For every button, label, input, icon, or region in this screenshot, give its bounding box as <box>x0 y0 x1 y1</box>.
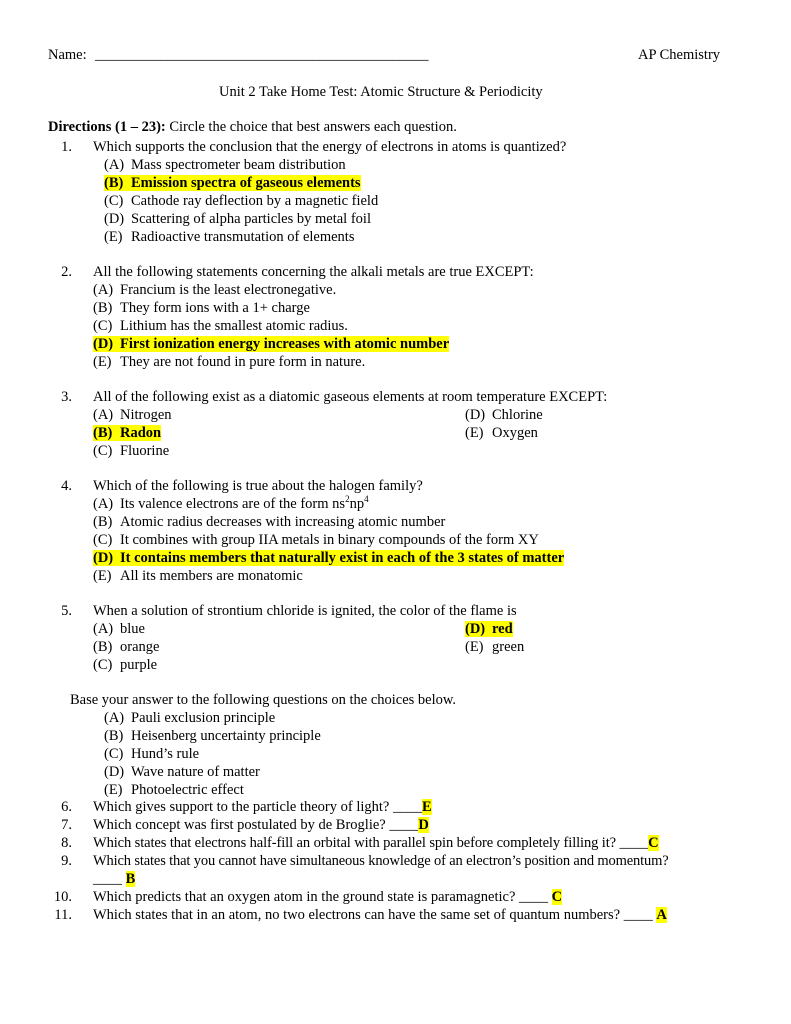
option-letter: (A) <box>104 157 125 173</box>
option-text: Photoelectric effect <box>131 782 244 798</box>
question-text: When a solution of strontium chloride is ignited, the color of the flame is <box>93 603 517 619</box>
question-line <box>93 798 432 816</box>
question-number: 11. <box>54 907 72 923</box>
question-number: 10. <box>53 889 72 905</box>
course-label: AP Chemistry <box>638 47 721 63</box>
option-text: Its valence electrons are of the form ns <box>120 496 346 512</box>
option-text: It contains members that naturally exist in each of the 3 states of matter <box>120 550 565 566</box>
option-letter: (B) <box>104 728 124 744</box>
option-text: Nitrogen <box>120 407 172 423</box>
option-d[interactable] <box>104 210 371 228</box>
option-letter: (C) <box>93 443 113 459</box>
option-text: Radioactive transmutation of elements <box>131 229 355 245</box>
option-text: Lithium has the smallest atomic radius. <box>120 318 348 334</box>
question-number: 9. <box>61 853 72 869</box>
option-letter: (B) <box>93 300 113 316</box>
option-text: They form ions with a 1+ charge <box>120 300 310 316</box>
option-letter: (D) <box>104 211 125 227</box>
question-number: 1. <box>61 139 72 155</box>
option-e[interactable] <box>93 567 303 585</box>
answer-blank[interactable]: ____ <box>519 889 549 905</box>
highlighted-answer <box>104 175 361 191</box>
page-title: Unit 2 Take Home Test: Atomic Structure & Periodicity <box>219 84 543 100</box>
option-b[interactable] <box>93 638 159 656</box>
option-letter: (A) <box>93 407 114 423</box>
option-text: green <box>492 639 525 655</box>
question-text: Which of the following is true about the halogen family? <box>93 478 423 494</box>
option-letter: (B) <box>93 425 113 441</box>
answer-text: D <box>418 817 429 833</box>
choice-b <box>104 727 321 745</box>
question-number: 4. <box>61 478 72 494</box>
answer-text: C <box>648 835 659 851</box>
highlighted-answer <box>93 336 449 352</box>
option-letter: (D) <box>465 621 486 637</box>
question-number: 7. <box>61 817 72 833</box>
question-text: Which predicts that an oxygen atom in the ground state is paramagnetic? <box>93 889 516 905</box>
question-line <box>93 834 659 852</box>
option-text: Wave nature of matter <box>131 764 260 780</box>
question-number: 8. <box>61 835 72 851</box>
question-text: Which concept was first postulated by de Broglie? <box>93 817 386 833</box>
choice-e <box>104 781 244 799</box>
option-text: Mass spectrometer beam distribution <box>131 157 346 173</box>
option-letter: (B) <box>93 514 113 530</box>
option-b[interactable] <box>93 299 310 317</box>
directions <box>48 118 457 136</box>
option-e[interactable] <box>104 228 354 246</box>
option-d-answer[interactable] <box>93 549 564 567</box>
question-text: All the following statements concerning the alkali metals are true EXCEPT: <box>93 264 534 280</box>
option-e[interactable] <box>465 638 524 656</box>
option-c[interactable] <box>93 656 157 674</box>
option-text: Fluorine <box>120 443 170 459</box>
option-a[interactable] <box>104 156 346 174</box>
option-letter: (D) <box>104 764 125 780</box>
question-text: Which states that you cannot have simultaneous knowledge of an electron’s position and momentum? <box>93 853 669 869</box>
option-text: purple <box>120 657 158 673</box>
option-text: Pauli exclusion principle <box>131 710 276 726</box>
option-letter: (C) <box>104 746 124 762</box>
option-letter: (E) <box>93 568 112 584</box>
option-letter: (A) <box>104 710 125 726</box>
name-blank[interactable]: ______________________________________________ <box>95 47 429 63</box>
question-line <box>93 888 562 906</box>
question-text: Which states that in an atom, no two electrons can have the same set of quantum numbers? <box>93 907 621 923</box>
choice-a <box>104 709 275 727</box>
option-b-answer[interactable] <box>93 424 161 442</box>
option-e[interactable] <box>93 353 365 371</box>
option-text: Francium is the least electronegative. <box>120 282 337 298</box>
question-text: All of the following exist as a diatomic gaseous elements at room temperature EXCEPT: <box>93 389 608 405</box>
option-c[interactable] <box>93 531 539 549</box>
answer-text: B <box>125 871 136 887</box>
option-text: Cathode ray deflection by a magnetic field <box>131 193 379 209</box>
option-d-answer[interactable] <box>465 620 513 638</box>
question-text: Which states that electrons half-fill an orbital with parallel spin before completely filling it? <box>93 835 616 851</box>
highlighted-answer <box>93 550 564 566</box>
option-text: Scattering of alpha particles by metal foil <box>131 211 371 227</box>
highlighted-answer <box>93 425 161 441</box>
option-text: It combines with group IIA metals in binary compounds of the form XY <box>120 532 539 548</box>
question-number: 3. <box>61 389 72 405</box>
option-text: Radon <box>120 425 162 441</box>
option-c[interactable] <box>104 192 378 210</box>
option-a[interactable] <box>93 281 336 299</box>
option-e[interactable] <box>465 424 538 442</box>
option-letter: (A) <box>93 282 114 298</box>
directions-text: Circle the choice that best answers each question. <box>165 119 457 135</box>
directions-label: Directions (1 – 23): <box>48 119 166 135</box>
answer-blank[interactable]: ____ <box>619 835 649 851</box>
option-letter: (C) <box>93 532 113 548</box>
option-letter: (B) <box>93 639 113 655</box>
option-text: Atomic radius decreases with increasing atomic number <box>120 514 446 530</box>
option-letter: (B) <box>104 175 124 191</box>
superscript: 4 <box>364 494 369 505</box>
option-c[interactable] <box>93 442 169 460</box>
answer-blank[interactable]: ____ <box>93 871 122 887</box>
option-d-answer[interactable] <box>93 335 449 353</box>
option-text-mid: np <box>349 496 365 512</box>
option-letter: (E) <box>104 229 123 245</box>
option-letter: (E) <box>104 782 123 798</box>
option-text: red <box>492 621 513 637</box>
option-text: Heisenberg uncertainty principle <box>131 728 321 744</box>
choice-d <box>104 763 260 781</box>
question-number: 6. <box>61 799 72 815</box>
option-text: orange <box>120 639 160 655</box>
option-text: They are not found in pure form in nature. <box>120 354 366 370</box>
superscript: 2 <box>345 494 350 505</box>
option-d[interactable] <box>465 406 543 424</box>
option-text: Emission spectra of gaseous elements <box>131 175 361 191</box>
option-letter: (C) <box>93 657 113 673</box>
option-letter: (A) <box>93 496 114 512</box>
answer-text: A <box>656 907 667 923</box>
option-letter: (D) <box>465 407 486 423</box>
option-letter: (D) <box>93 550 114 566</box>
option-letter: (D) <box>93 336 114 352</box>
answer-blank[interactable]: ____ <box>393 799 422 815</box>
option-text: Chlorine <box>492 407 543 423</box>
question-text: Which gives support to the particle theory of light? <box>93 799 390 815</box>
option-text: First ionization energy increases with atomic number <box>120 336 450 352</box>
option-b[interactable] <box>93 513 445 531</box>
option-letter: (C) <box>104 193 124 209</box>
option-a[interactable] <box>93 620 145 638</box>
option-letter: (A) <box>93 621 114 637</box>
option-text: Oxygen <box>492 425 538 441</box>
option-text: blue <box>120 621 145 637</box>
option-text: Hund’s rule <box>131 746 200 762</box>
choice-c <box>104 745 199 763</box>
answer-line <box>93 870 135 888</box>
answer-text: C <box>551 889 563 905</box>
answer-blank[interactable]: ____ <box>623 907 653 923</box>
option-text: All its members are monatomic <box>120 568 303 584</box>
name-label: Name: <box>48 47 87 63</box>
option-a[interactable] <box>93 406 172 424</box>
question-line <box>93 906 667 924</box>
option-letter: (C) <box>93 318 113 334</box>
base-instructions: Base your answer to the following questions on the choices below. <box>70 692 457 708</box>
question-line <box>93 816 429 834</box>
option-a[interactable] <box>93 495 369 513</box>
question-number: 2. <box>61 264 72 280</box>
answer-text: E <box>422 799 432 815</box>
option-letter: (E) <box>93 354 112 370</box>
option-letter: (E) <box>465 639 484 655</box>
option-b-answer[interactable] <box>104 174 361 192</box>
highlighted-answer <box>465 621 513 637</box>
option-letter: (E) <box>465 425 484 441</box>
question-text: Which supports the conclusion that the energy of electrons in atoms is quantized? <box>93 139 567 155</box>
option-c[interactable] <box>93 317 348 335</box>
question-number: 5. <box>61 603 72 619</box>
answer-blank[interactable]: ____ <box>389 817 419 833</box>
